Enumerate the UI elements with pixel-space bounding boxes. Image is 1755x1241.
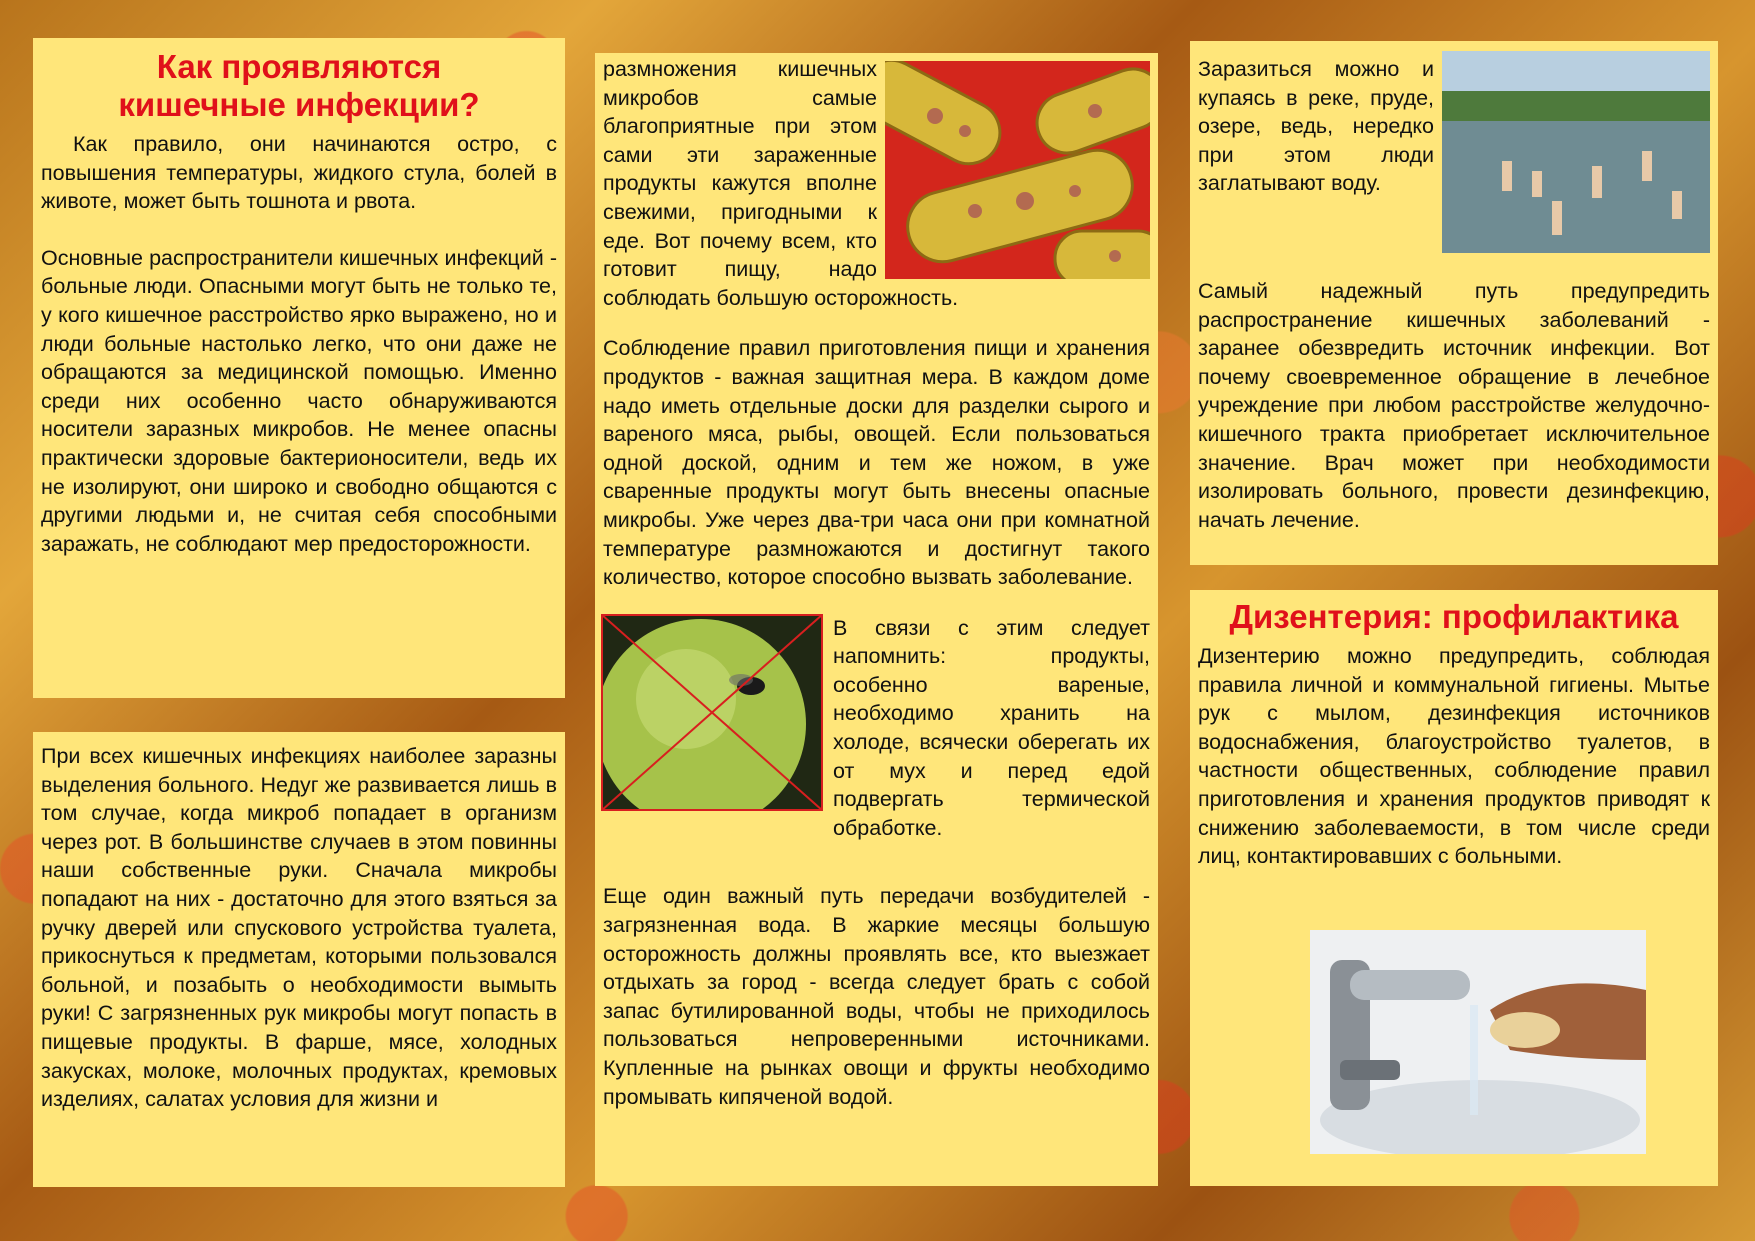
swimming-paragraph: Заразиться можно и купаясь в реке, пруде, озере, ведь, нередко при этом люди заглатывают воду. bbox=[1198, 57, 1434, 196]
symptoms-title: Как проявляются кишечные инфекции? bbox=[118, 48, 480, 123]
panel-transmission bbox=[33, 732, 565, 1187]
transmission-paragraph: При всех кишечных инфекциях наиболее заразны выделения больного. Недуг же развивается лишь в том случае, когда микроб попадает в организм через рот. В большинстве случаев в этом повинны наши собственные руки. Сначала микробы попадают на них - достаточно для этого взяться за ручку дверей или спускового устройства туалета, прикоснуться к предметам, которыми пользовался больной, и позабыть о необходимости вымыть руки! С загрязненных рук микробы могут попасть в пищевые продукты. В фарше, мясе, холодных закусках, молоке, молочных продуктах, кремовых изделиях, салатах условия для жизни и bbox=[41, 744, 557, 1112]
dysentery-title: Дизентерия: профилактика bbox=[1229, 598, 1679, 635]
symptoms-paragraph: Как правило, они начинаются остро, с повышения температуры, жидкого стула, болей в животе, может быть тошнота и рвота. bbox=[41, 132, 557, 214]
panel-dysentery bbox=[1190, 590, 1718, 1186]
apple-fly-image bbox=[601, 614, 823, 811]
storage-paragraph: В связи с этим следует напомнить: продукты, особенно вареные, необходимо хранить на холоде, всячески оберегать их от мух и перед едой подвергать термической обработке. bbox=[833, 615, 1150, 840]
panel-prevention bbox=[1190, 41, 1718, 565]
panel-food-safety bbox=[595, 53, 1158, 1186]
food-prep-paragraph: Соблюдение правил приготовления пищи и хранения продуктов - важная защитная мера. В каждом доме надо иметь отдельные доски для разделки сырого и вареного мяса, рыбы, овощей. Если пользоваться одной доской, одним и тем же ножом, в уже сваренные продукты могут быть внесены опасные микробы. Уже через два-три часа они при комнатной температуре размножаются и достигнут такого количество, которое способно вызвать заболевание. bbox=[603, 336, 1150, 590]
bacteria-image bbox=[885, 61, 1150, 279]
panel-symptoms bbox=[33, 38, 565, 698]
water-paragraph: Еще один важный путь передачи возбудителей - загрязненная вода. В жаркие месяцы большую осторожность должны проявлять все, кто выезжает отдыхать за город - всегда следует брать с собой запас бутилированной воды, чтобы не приходилось пользоваться непроверенными источниками. Купленные на рынках овощи и фрукты необходимо промывать кипяченой водой. bbox=[603, 884, 1150, 1109]
dysentery-paragraph: Дизентерию можно предупредить, соблюдая правила личной и коммунальной гигиены. Мытье рук с мылом, дезинфекция источников водоснабжения, благоустройство туалетов, в частности общественных, соблюдение правил приготовления и хранения продуктов приводят к снижению заболеваемости, в том числе среди лиц, контактировавших с больными. bbox=[1198, 644, 1710, 869]
handwash-faucet-image bbox=[1310, 930, 1646, 1154]
spreaders-paragraph: Основные распространители кишечных инфекций - больные люди. Опасными могут быть не только те, у кого кишечное расстройство ярко выражено, но и люди больные настолько легко, что они даже не обращаются за медицинской помощью. Именно среди них особенно часто обнаруживаются носители заразных микробов. Не менее опасны практически здоровые бактерионосители, ведь их не изолируют, они широко и свободно общаются с другими людьми и, не считая себя способными заражать, не соблюдают мер предосторожности. bbox=[41, 245, 557, 556]
source-paragraph: Самый надежный путь предупредить распространение кишечных заболеваний - заранее обезвредить источник инфекции. Вот почему своевременное обращение в лечебное учреждение при любом расстройстве желудочно-кишечного тракта приобретает исключительное значение. Врач может при необходимости изолировать больного, провести дезинфекцию, начать лечение. bbox=[1198, 279, 1710, 532]
children-river-image bbox=[1442, 51, 1710, 253]
reproduction-paragraph: размножения кишечных микробов самые благоприятные при этом сами эти зараженные продукты кажутся вполне свежими, пригодными к еде. Вот почему всем, кто готовит пищу, надо соблюдать большую осторожность. bbox=[603, 57, 959, 310]
